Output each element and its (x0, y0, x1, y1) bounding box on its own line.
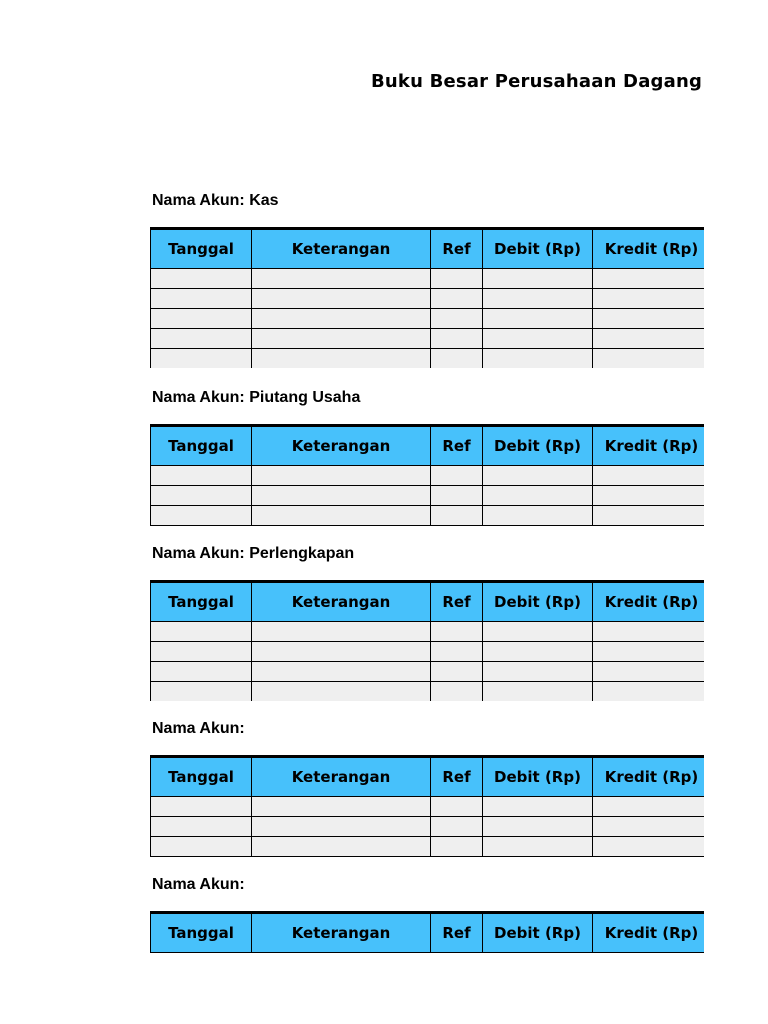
cell-ref[interactable] (431, 466, 483, 486)
cell-debit[interactable] (483, 466, 593, 486)
column-header-tanggal: Tanggal (151, 913, 252, 953)
cell-keterangan[interactable] (252, 642, 431, 662)
cell-debit[interactable] (483, 289, 593, 309)
cell-ref[interactable] (431, 622, 483, 642)
cell-debit[interactable] (483, 837, 593, 857)
cell-tanggal[interactable] (151, 837, 252, 857)
cell-tanggal[interactable] (151, 349, 252, 369)
cell-keterangan[interactable] (252, 309, 431, 329)
ledger-table-perlengkapan (150, 580, 704, 701)
cell-keterangan[interactable] (252, 269, 431, 289)
column-header-tanggal: Tanggal (151, 582, 252, 622)
cell-kredit[interactable] (593, 622, 705, 642)
column-header-keterangan: Keterangan (252, 229, 431, 269)
cell-ref[interactable] (431, 662, 483, 682)
ledger-table-blank-2 (150, 911, 704, 953)
cell-kredit[interactable] (593, 466, 705, 486)
cell-kredit[interactable] (593, 349, 705, 369)
table-row (151, 682, 705, 702)
cell-ref[interactable] (431, 486, 483, 506)
column-header-keterangan: Keterangan (252, 582, 431, 622)
cell-ref[interactable] (431, 349, 483, 369)
ledger-table-piutang-usaha (150, 424, 704, 526)
cell-kredit[interactable] (593, 682, 705, 702)
cell-debit[interactable] (483, 269, 593, 289)
table-row (151, 269, 705, 289)
column-header-kredit: Kredit (Rp) (593, 582, 705, 622)
account-label-perlengkapan: Nama Akun: Perlengkapan (152, 545, 355, 562)
cell-keterangan[interactable] (252, 817, 431, 837)
table-row (151, 837, 705, 857)
table-row (151, 506, 705, 526)
cell-debit[interactable] (483, 662, 593, 682)
cell-debit[interactable] (483, 682, 593, 702)
cell-tanggal[interactable] (151, 797, 252, 817)
column-header-kredit: Kredit (Rp) (593, 426, 705, 466)
table-row (151, 309, 705, 329)
cell-kredit[interactable] (593, 817, 705, 837)
cell-tanggal[interactable] (151, 817, 252, 837)
table-header-row (151, 426, 705, 466)
cell-ref[interactable] (431, 837, 483, 857)
column-header-keterangan: Keterangan (252, 913, 431, 953)
table-row (151, 486, 705, 506)
cell-ref[interactable] (431, 797, 483, 817)
table-header-row (151, 582, 705, 622)
ledger-table-blank-1 (150, 755, 704, 857)
cell-kredit[interactable] (593, 506, 705, 526)
ledger-table-kas (150, 227, 704, 368)
cell-ref[interactable] (431, 289, 483, 309)
cell-tanggal[interactable] (151, 466, 252, 486)
account-label-kas: Nama Akun: Kas (152, 192, 279, 209)
column-header-debit: Debit (Rp) (483, 757, 593, 797)
column-header-ref: Ref (431, 913, 483, 953)
cell-keterangan[interactable] (252, 506, 431, 526)
cell-keterangan[interactable] (252, 486, 431, 506)
table-row (151, 349, 705, 369)
column-header-debit: Debit (Rp) (483, 229, 593, 269)
cell-keterangan[interactable] (252, 662, 431, 682)
column-header-debit: Debit (Rp) (483, 426, 593, 466)
table-row (151, 329, 705, 349)
column-header-ref: Ref (431, 426, 483, 466)
cell-debit[interactable] (483, 817, 593, 837)
cell-debit[interactable] (483, 642, 593, 662)
column-header-debit: Debit (Rp) (483, 582, 593, 622)
table-row (151, 817, 705, 837)
cell-kredit[interactable] (593, 309, 705, 329)
cell-tanggal[interactable] (151, 486, 252, 506)
cell-tanggal[interactable] (151, 309, 252, 329)
cell-keterangan[interactable] (252, 622, 431, 642)
cell-debit[interactable] (483, 797, 593, 817)
table-row (151, 622, 705, 642)
cell-ref[interactable] (431, 309, 483, 329)
column-header-keterangan: Keterangan (252, 757, 431, 797)
cell-tanggal[interactable] (151, 506, 252, 526)
table-header-row (151, 229, 705, 269)
cell-tanggal[interactable] (151, 289, 252, 309)
cell-kredit[interactable] (593, 269, 705, 289)
table-row (151, 466, 705, 486)
column-header-kredit: Kredit (Rp) (593, 229, 705, 269)
column-header-ref: Ref (431, 757, 483, 797)
cell-kredit[interactable] (593, 642, 705, 662)
column-header-ref: Ref (431, 229, 483, 269)
cell-keterangan[interactable] (252, 349, 431, 369)
cell-debit[interactable] (483, 349, 593, 369)
cell-kredit[interactable] (593, 486, 705, 506)
cell-debit[interactable] (483, 506, 593, 526)
table-row (151, 289, 705, 309)
column-header-ref: Ref (431, 582, 483, 622)
cell-keterangan[interactable] (252, 329, 431, 349)
column-header-debit: Debit (Rp) (483, 913, 593, 953)
column-header-tanggal: Tanggal (151, 757, 252, 797)
account-label-blank-2: Nama Akun: (152, 876, 245, 893)
table-header-row (151, 913, 705, 953)
cell-ref[interactable] (431, 269, 483, 289)
cell-tanggal[interactable] (151, 269, 252, 289)
cell-ref[interactable] (431, 329, 483, 349)
cell-tanggal[interactable] (151, 662, 252, 682)
table-row (151, 642, 705, 662)
cell-kredit[interactable] (593, 797, 705, 817)
cell-debit[interactable] (483, 329, 593, 349)
cell-debit[interactable] (483, 309, 593, 329)
cell-tanggal[interactable] (151, 642, 252, 662)
cell-kredit[interactable] (593, 662, 705, 682)
column-header-tanggal: Tanggal (151, 229, 252, 269)
cell-ref[interactable] (431, 642, 483, 662)
cell-keterangan[interactable] (252, 289, 431, 309)
cell-kredit[interactable] (593, 837, 705, 857)
cell-ref[interactable] (431, 506, 483, 526)
cell-debit[interactable] (483, 486, 593, 506)
cell-keterangan[interactable] (252, 837, 431, 857)
cell-debit[interactable] (483, 622, 593, 642)
table-header-row (151, 757, 705, 797)
cell-tanggal[interactable] (151, 682, 252, 702)
cell-ref[interactable] (431, 817, 483, 837)
column-header-kredit: Kredit (Rp) (593, 913, 705, 953)
table-row (151, 662, 705, 682)
account-label-blank-1: Nama Akun: (152, 720, 245, 737)
table-row (151, 797, 705, 817)
cell-keterangan[interactable] (252, 466, 431, 486)
cell-ref[interactable] (431, 682, 483, 702)
cell-tanggal[interactable] (151, 329, 252, 349)
cell-keterangan[interactable] (252, 682, 431, 702)
cell-kredit[interactable] (593, 329, 705, 349)
cell-kredit[interactable] (593, 289, 705, 309)
column-header-keterangan: Keterangan (252, 426, 431, 466)
account-label-piutang-usaha: Nama Akun: Piutang Usaha (152, 389, 361, 406)
cell-keterangan[interactable] (252, 797, 431, 817)
column-header-kredit: Kredit (Rp) (593, 757, 705, 797)
column-header-tanggal: Tanggal (151, 426, 252, 466)
cell-tanggal[interactable] (151, 622, 252, 642)
document-title: Buku Besar Perusahaan Dagang (371, 71, 703, 92)
